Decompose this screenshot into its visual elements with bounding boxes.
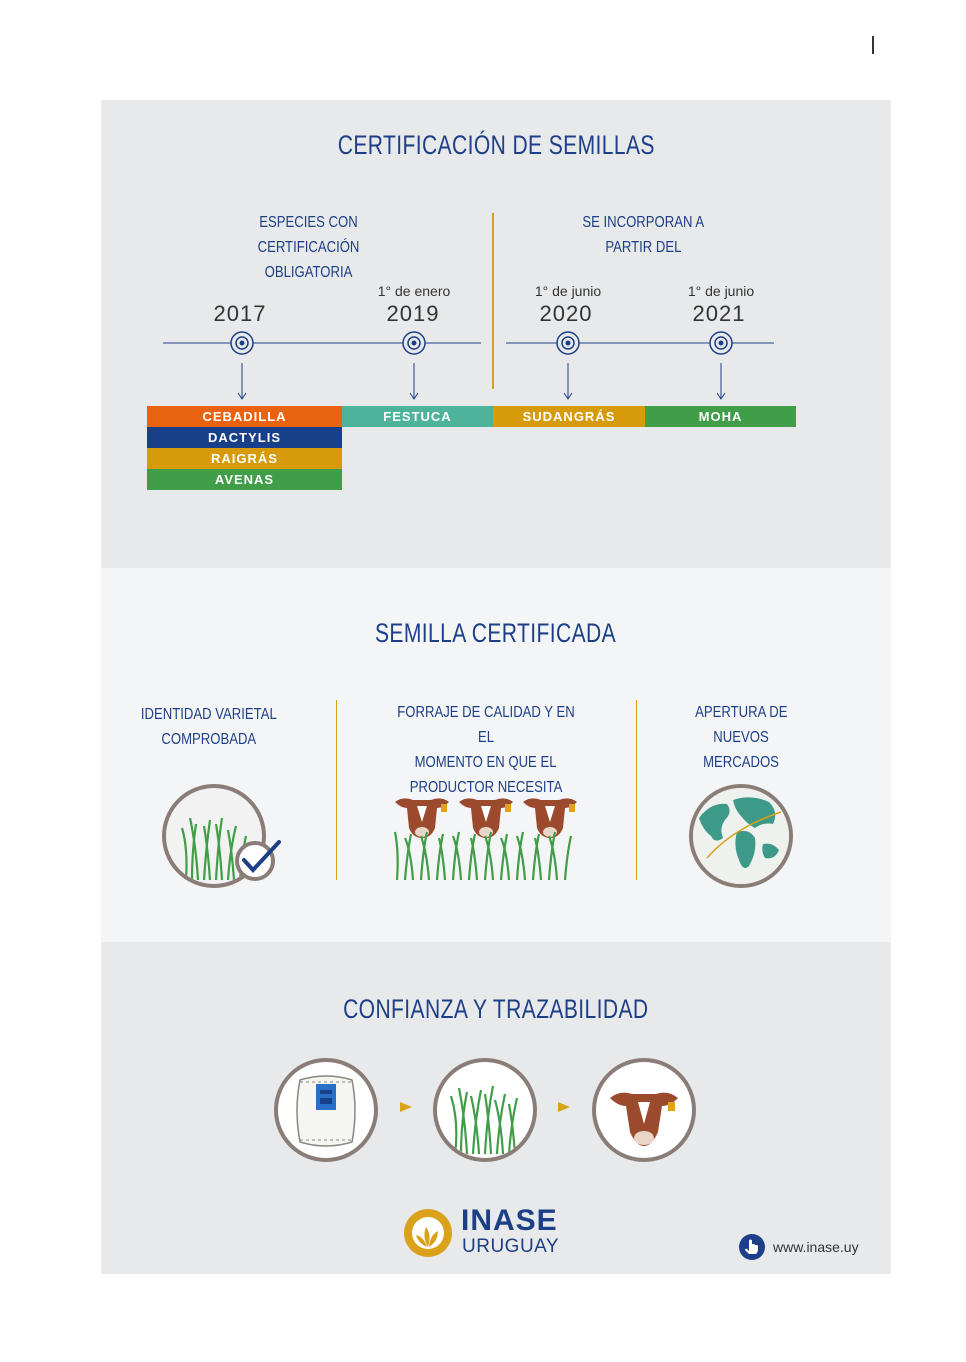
certified-seed-panel bbox=[101, 568, 891, 942]
check-icon bbox=[234, 838, 282, 886]
cow-icon bbox=[592, 1058, 696, 1162]
pointer-hand-icon[interactable] bbox=[738, 1233, 766, 1261]
grass-icon bbox=[433, 1058, 537, 1162]
cow-head-icon bbox=[459, 798, 513, 838]
species-bar-dactylis: DACTYLIS bbox=[147, 427, 342, 448]
year-label: 2019 bbox=[386, 301, 440, 326]
incorporation-heading: SE INCORPORAN A PARTIR DEL bbox=[582, 214, 705, 256]
date-label: 1° de junio bbox=[687, 283, 755, 299]
certification-panel bbox=[101, 100, 891, 568]
year-label: 2020 bbox=[539, 301, 593, 326]
timeline-marker-icon bbox=[710, 332, 732, 399]
species-bar-avenas: AVENAS bbox=[147, 469, 342, 490]
species-bar-moha: MOHA bbox=[645, 406, 796, 427]
website-link[interactable]: www.inase.uy bbox=[773, 1239, 859, 1255]
divider bbox=[336, 700, 337, 880]
timeline-marker-icon bbox=[403, 332, 425, 399]
mandatory-heading: ESPECIES CON CERTIFICACIÓN OBLIGATORIA bbox=[257, 214, 360, 281]
section-title: CONFIANZA Y TRAZABILIDAD bbox=[343, 994, 649, 1024]
year-label: 2017 bbox=[213, 301, 267, 326]
benefit-heading: FORRAJE DE CALIDAD Y EN EL MOMENTO EN QUE EL PRODUCTOR NECESITA bbox=[397, 704, 575, 796]
seed-bag-icon bbox=[274, 1058, 378, 1162]
section-title: SEMILLA CERTIFICADA bbox=[375, 618, 617, 648]
species-bar-sudangras: SUDANGRÁS bbox=[493, 406, 645, 427]
benefit-heading: IDENTIDAD VARIETAL COMPROBADA bbox=[140, 706, 277, 748]
cows-in-grass-icon bbox=[391, 792, 581, 884]
date-label: 1° de junio bbox=[534, 283, 602, 299]
timeline-marker-icon bbox=[557, 332, 579, 399]
logo-wordmark: INASE bbox=[461, 1204, 558, 1237]
traceability-panel bbox=[101, 942, 891, 1274]
arrow-right-icon bbox=[557, 1100, 571, 1114]
species-bar-festuca: FESTUCA bbox=[342, 406, 493, 427]
arrow-right-icon bbox=[399, 1100, 413, 1114]
page-marker bbox=[872, 36, 874, 54]
logo-subtitle: URUGUAY bbox=[462, 1236, 560, 1257]
globe-icon bbox=[689, 784, 793, 888]
species-bar-raigras: RAIGRÁS bbox=[147, 448, 342, 469]
benefit-heading: APERTURA DE NUEVOS MERCADOS bbox=[694, 704, 788, 771]
timeline-marker-icon bbox=[231, 332, 253, 399]
cow-head-icon bbox=[523, 798, 577, 838]
inase-logo-icon bbox=[402, 1207, 454, 1259]
species-bar-cebadilla: CEBADILLA bbox=[147, 406, 342, 427]
section-title: CERTIFICACIÓN DE SEMILLAS bbox=[337, 130, 655, 160]
cow-head-icon bbox=[395, 798, 449, 838]
date-label: 1° de enero bbox=[377, 283, 451, 299]
year-label: 2021 bbox=[692, 301, 746, 326]
divider bbox=[636, 700, 637, 880]
timeline-graphic bbox=[101, 100, 891, 400]
